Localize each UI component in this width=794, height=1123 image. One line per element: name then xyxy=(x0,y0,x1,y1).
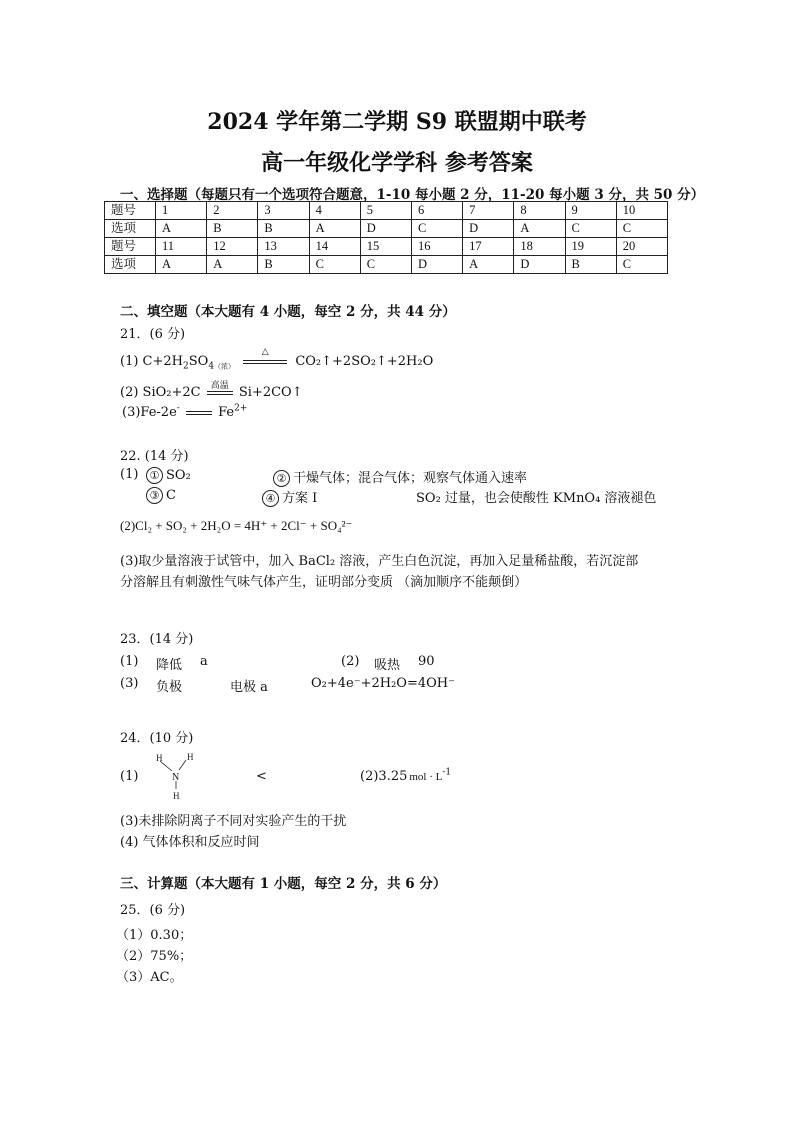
q24-label: 24．(10 分) xyxy=(120,731,194,746)
q21-eq1 xyxy=(120,346,434,372)
q21-eq3 xyxy=(122,405,247,420)
q24-p3: (3)未排除阴离子不同对实验产生的干扰 xyxy=(120,814,347,829)
table-cell: B xyxy=(207,220,258,238)
q22-a3-text: C xyxy=(166,488,176,503)
table-cell: 8 xyxy=(514,202,565,220)
table-row-header: 选项 xyxy=(105,220,156,238)
q23-r2-a: 负极 xyxy=(156,680,183,695)
bond-nh2 xyxy=(179,760,186,770)
table-cell: C xyxy=(411,220,462,238)
atom-h2: H xyxy=(187,752,194,762)
q21-eq1-sign xyxy=(241,346,289,369)
q21-eq2-rhs: Si+2CO↑ xyxy=(238,385,303,400)
q22-a4-text: 方案 I xyxy=(282,491,318,506)
q22-label: 22. (14 分) xyxy=(120,449,189,464)
table-cell: 17 xyxy=(463,238,514,256)
q22-a4-reason: SO₂ 过量，也会使酸性 KMnO₄ 溶液褪色 xyxy=(416,491,657,506)
table-cell: D xyxy=(463,220,514,238)
q23-r2-b: 电极 a xyxy=(230,680,268,695)
table-cell: 20 xyxy=(616,238,667,256)
table-cell: 4 xyxy=(309,202,360,220)
table-cell: B xyxy=(258,256,309,274)
table-cell: 9 xyxy=(565,202,616,220)
q21-eq3-rhs: Fe xyxy=(218,405,235,420)
section1-heading: 一、选择题（每题只有一个选项符合题意，1-10 每小题 2 分，11-20 每小题 3 分，共 50 分） xyxy=(120,187,705,203)
table-cell: 11 xyxy=(156,238,207,256)
q21-eq1-sub2: 2 xyxy=(183,361,189,372)
table-cell: A xyxy=(309,220,360,238)
table-row xyxy=(105,220,668,238)
table-cell: 6 xyxy=(411,202,462,220)
q25-a1: （1）0.30； xyxy=(116,928,193,943)
q21-eq2-lhs: (2) SiO₂+2C xyxy=(120,385,201,400)
q22-a1-text: SO₂ xyxy=(166,468,191,483)
q22-a2-text: 干燥气体；混合气体；观察气体通入速率 xyxy=(293,471,528,486)
q21-eq1-conc: （浓） xyxy=(214,362,236,371)
table-cell: 5 xyxy=(360,202,411,220)
table-row xyxy=(105,256,668,274)
atom-h3: H xyxy=(173,791,180,801)
section2-heading: 二、填空题（本大题有 4 小题，每空 2 分，共 44 分） xyxy=(120,304,456,320)
q23-r2-c: O₂+4e⁻+2H₂O=4OH⁻ xyxy=(311,676,455,691)
q21-eq3-sign xyxy=(184,406,214,420)
q21-label: 21．(6 分) xyxy=(120,327,186,342)
q22-p2: (2)Cl₂ + SO₂ + 2H₂O = 4H⁺ + 2Cl⁻ + SO₄²⁻ xyxy=(120,518,353,533)
table-cell: 18 xyxy=(514,238,565,256)
q21-eq1-sub4: 4 xyxy=(208,361,215,372)
table-cell: 14 xyxy=(309,238,360,256)
table-cell: A xyxy=(463,256,514,274)
q24-p2-unit-sup: -1 xyxy=(442,767,452,778)
table-cell: C xyxy=(616,256,667,274)
q24-lt: < xyxy=(256,769,267,784)
table-cell: 3 xyxy=(258,202,309,220)
q21-eq1-rhs: CO₂↑+2SO₂↑+2H₂O xyxy=(295,354,434,369)
heat-symbol: △ xyxy=(261,346,269,357)
q24-p4: (4) 气体体积和反应时间 xyxy=(120,835,260,850)
table-cell: D xyxy=(411,256,462,274)
table-cell: D xyxy=(360,220,411,238)
table-cell: 16 xyxy=(411,238,462,256)
q21-eq3-lhs: (3)Fe-2e xyxy=(122,405,177,420)
table-cell: A xyxy=(156,256,207,274)
q24-p2-value: (2)3.25 xyxy=(360,769,408,784)
table-cell: 15 xyxy=(360,238,411,256)
atom-n: N xyxy=(172,772,180,783)
table-cell: 19 xyxy=(565,238,616,256)
table-cell: 7 xyxy=(463,202,514,220)
table-cell: B xyxy=(258,220,309,238)
q21-eq3-sup: - xyxy=(176,403,180,414)
table-cell: B xyxy=(565,256,616,274)
circle-number-3: ③ xyxy=(146,487,163,504)
q22-p3-line2: 分溶解且有刺激性气味气体产生，证明部分变质 （滴加顺序不能颠倒） xyxy=(120,575,528,590)
q23-r1-num2: (2) xyxy=(341,654,360,669)
table-cell: C xyxy=(360,256,411,274)
q22-p3-line1: (3)取少量溶液于试管中，加入 BaCl₂ 溶液，产生白色沉淀，再加入足量稀盐酸，若沉淀部 xyxy=(120,554,639,569)
q23-r2-num: (3) xyxy=(120,676,139,691)
q21-eq3-rhs-sup: 2+ xyxy=(234,403,248,414)
q23-r1-c: 吸热 xyxy=(374,658,401,673)
table-cell: A xyxy=(514,220,565,238)
table-cell: C xyxy=(616,220,667,238)
q22-a1 xyxy=(146,467,191,484)
answer-table xyxy=(104,201,668,274)
section3-heading: 三、计算题（本大题有 1 小题，每空 2 分，共 6 分） xyxy=(120,876,447,892)
q25-a2: （2）75%； xyxy=(116,949,193,964)
q24-p1-num: (1) xyxy=(120,769,139,784)
table-row-header: 选项 xyxy=(105,256,156,274)
q24-p2-unit: mol · L xyxy=(409,771,443,783)
q23-r1-d: 90 xyxy=(418,654,435,669)
q22-a4 xyxy=(262,487,317,507)
table-cell: 10 xyxy=(616,202,667,220)
table-cell: 2 xyxy=(207,202,258,220)
table-row-header: 题号 xyxy=(105,238,156,256)
table-cell: A xyxy=(207,256,258,274)
page-subtitle: 高一年级化学学科 参考答案 xyxy=(261,150,533,176)
q25-a3: （3）AC。 xyxy=(116,970,183,985)
q21-eq1-so: SO xyxy=(188,354,209,369)
q25-label: 25．(6 分) xyxy=(120,903,186,918)
table-row xyxy=(105,202,668,220)
q23-r1-a: 降低 xyxy=(156,658,183,673)
table-cell: 1 xyxy=(156,202,207,220)
table-cell: D xyxy=(514,256,565,274)
circle-number-2: ② xyxy=(273,470,290,487)
q24-p2 xyxy=(360,769,451,784)
q21-eq2-cond: 高温 xyxy=(210,380,229,391)
table-row-header: 题号 xyxy=(105,202,156,220)
table-cell: A xyxy=(156,220,207,238)
q22-a2 xyxy=(273,467,527,487)
ammonia-structure xyxy=(150,750,198,802)
table-cell: C xyxy=(565,220,616,238)
q22-p1-num: (1) xyxy=(120,467,139,482)
q21-eq2-sign xyxy=(205,380,235,400)
circle-number-4: ④ xyxy=(262,490,279,507)
q22-a3 xyxy=(146,487,176,504)
table-cell: C xyxy=(309,256,360,274)
circle-number-1: ① xyxy=(146,467,163,484)
q21-eq1-lhs: (1) C+2H xyxy=(120,354,183,369)
q23-label: 23．(14 分) xyxy=(120,632,194,647)
q21-eq2 xyxy=(120,380,303,400)
table-cell: 12 xyxy=(207,238,258,256)
atom-h1: H xyxy=(156,753,163,763)
q23-r1-num: (1) xyxy=(120,654,139,669)
table-cell: 13 xyxy=(258,238,309,256)
page-title: 2024 学年第二学期 S9 联盟期中联考 xyxy=(207,109,587,135)
q23-r1-b: a xyxy=(200,654,208,669)
table-row xyxy=(105,238,668,256)
